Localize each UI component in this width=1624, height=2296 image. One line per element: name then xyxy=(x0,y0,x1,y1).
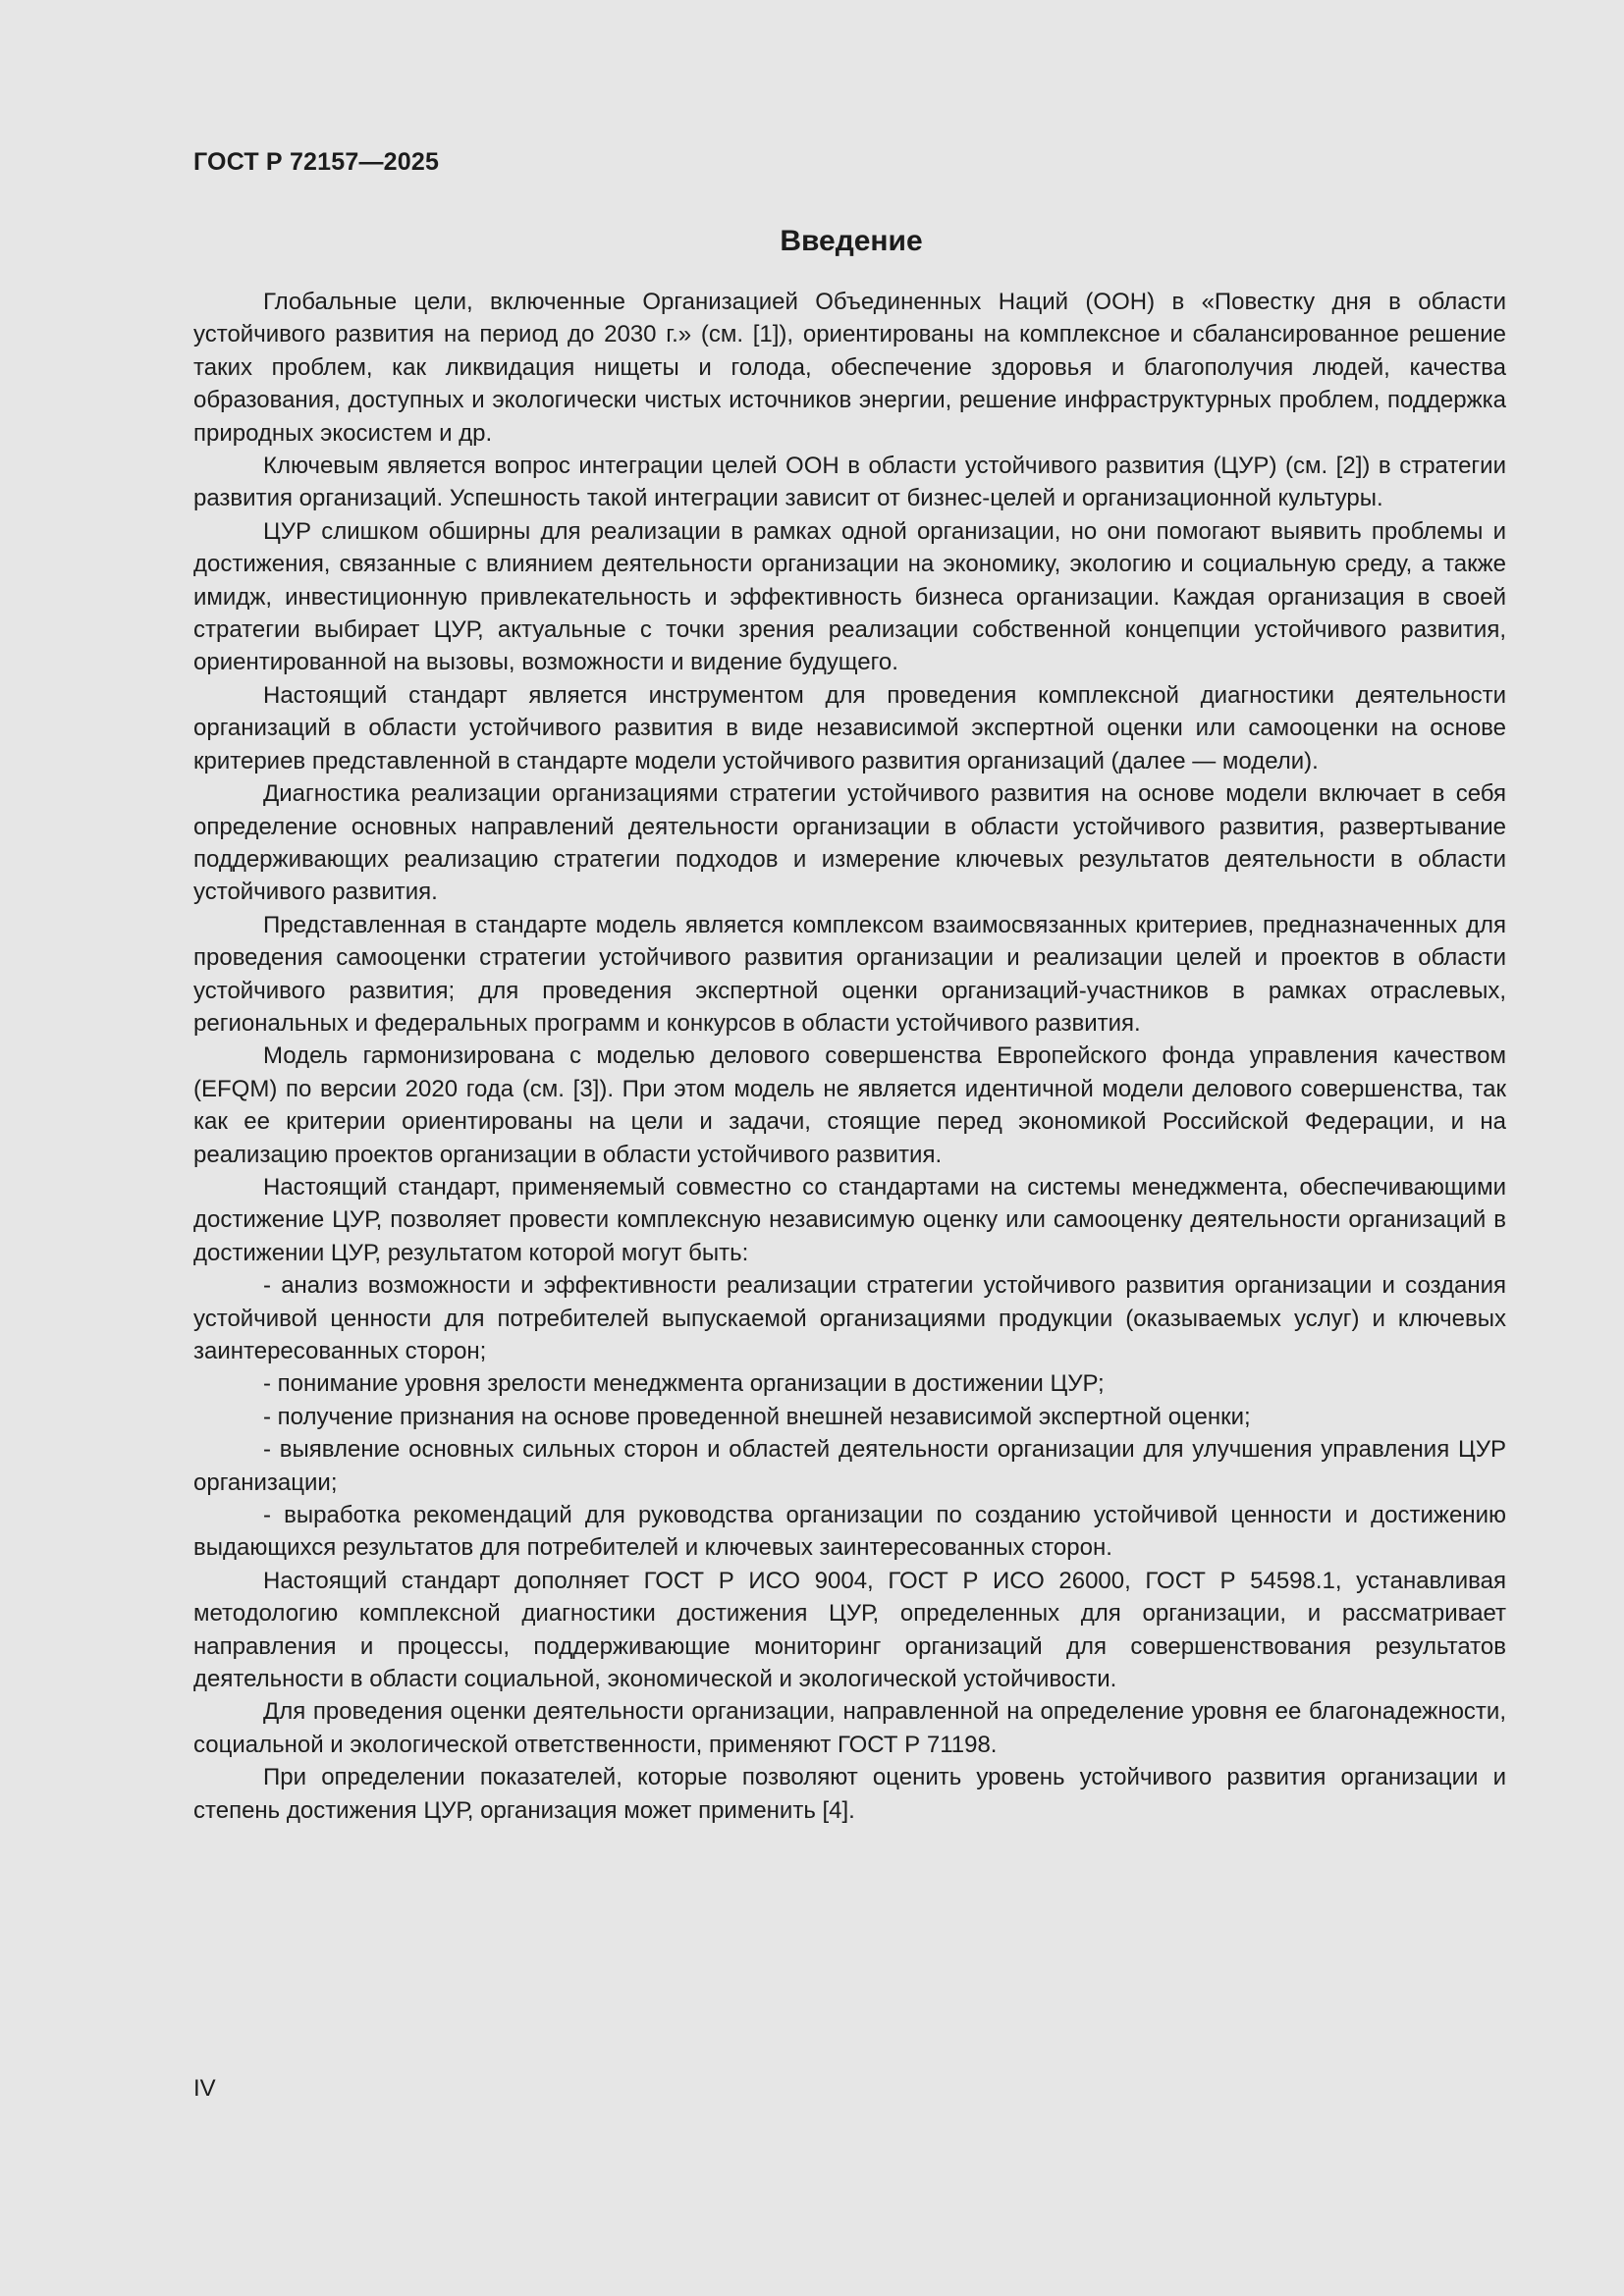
list-item: - выработка рекомендаций для руководства организации по созданию устойчивой ценности и достижению выдающихся результатов для потребителей и ключевых заинтересованных сторон. xyxy=(193,1502,1506,1562)
section-title: Введение xyxy=(780,225,923,257)
paragraph: Настоящий стандарт, применяемый совместно со стандартами на системы менеджмента, обеспечивающими достижение ЦУР, позволяет провести комплексную независимую оценку или самооценку деятельности организаций в достижении ЦУР, результатом которой могут быть: xyxy=(193,1173,1506,1266)
paragraph: Для проведения оценки деятельности организации, направленной на определение уровня ее благонадежности, социальной и экологической ответственности, применяют ГОСТ Р 71198. xyxy=(193,1698,1506,1758)
paragraph: Модель гармонизирована с моделью делового совершенства Европейского фонда управления качеством (EFQM) по версии 2020 года (см. [3]). При этом модель не является идентичной модели делового совершенства, так как ее критерии ориентированы на цели и задачи, стоящие перед экономикой Российской Федерации, и на реализацию проектов организации в области устойчивого развития. xyxy=(193,1042,1506,1168)
paragraph: Настоящий стандарт дополняет ГОСТ Р ИСО 9004, ГОСТ Р ИСО 26000, ГОСТ Р 54598.1, устанавливая методологию комплексной диагностики достижения ЦУР, определенных для организации, и рассматривает направления и процессы, поддерживающие мониторинг организаций для совершенствования результатов деятельности в области социальной, экономической и экологической устойчивости. xyxy=(193,1567,1506,1693)
paragraph: Глобальные цели, включенные Организацией Объединенных Наций (ООН) в «Повестку дня в области устойчивого развития на период до 2030 г.» (см. [1]), ориентированы на комплексное и сбалансированное решение таких проблем, как ликвидация нищеты и голода, обеспечение здоровья и благополучия людей, качества образования, доступных и экологически чистых источников энергии, решение инфраструктурных проблем, поддержка природных экосистем и др. xyxy=(193,289,1506,447)
paragraph: Ключевым является вопрос интеграции целей ООН в области устойчивого развития (ЦУР) (см. [2]) в стратегии развития организаций. Успешность такой интеграции зависит от бизнес-целей и организационной культуры. xyxy=(193,453,1506,512)
body-text xyxy=(193,286,1506,1827)
list-item: - анализ возможности и эффективности реализации стратегии устойчивого развития организации и создания устойчивой ценности для потребителей выпускаемой организациями продукции (оказываемых услуг) и ключевых заинтересованных сторон; xyxy=(193,1272,1506,1364)
paragraph: ЦУР слишком обширны для реализации в рамках одной организации, но они помогают выявить проблемы и достижения, связанные с влиянием деятельности организации на экономику, экологию и социальную среду, а также имидж, инвестиционную привлекательность и эффективность бизнеса организации. Каждая организация в своей стратегии выбирает ЦУР, актуальные с точки зрения реализации собственной концепции устойчивого развития, ориентированной на вызовы, возможности и видение будущего. xyxy=(193,517,1506,676)
page-number: IV xyxy=(193,2075,216,2102)
list-item: - выявление основных сильных сторон и областей деятельности организации для улучшения управления ЦУР организации; xyxy=(193,1436,1506,1496)
paragraph: Представленная в стандарте модель является комплексом взаимосвязанных критериев, предназначенных для проведения самооценки стратегии устойчивого развития организации и реализации целей и проектов в области устойчивого развития; для проведения экспертной оценки организаций-участников в рамках отраслевых, региональных и федеральных программ и конкурсов в области устойчивого развития. xyxy=(193,911,1506,1037)
paragraph: Настоящий стандарт является инструментом для проведения комплексной диагностики деятельности организаций в области устойчивого развития в виде независимой экспертной оценки или самооценки на основе критериев представленной в стандарте модели устойчивого развития организаций (далее — модели). xyxy=(193,681,1506,774)
paragraph: При определении показателей, которые позволяют оценить уровень устойчивого развития организации и степень достижения ЦУР, организация может применить [4]. xyxy=(193,1764,1506,1824)
paragraph: Диагностика реализации организациями стратегии устойчивого развития на основе модели включает в себя определение основных направлений деятельности организации в области устойчивого развития, развертывание поддерживающих реализацию стратегии подходов и измерение ключевых результатов деятельности в области устойчивого развития. xyxy=(193,780,1506,906)
list-item: - понимание уровня зрелости менеджмента организации в достижении ЦУР; xyxy=(263,1370,1105,1398)
list-item: - получение признания на основе проведенной внешней независимой экспертной оценки; xyxy=(263,1403,1251,1430)
document-header: ГОСТ Р 72157—2025 xyxy=(193,148,440,176)
